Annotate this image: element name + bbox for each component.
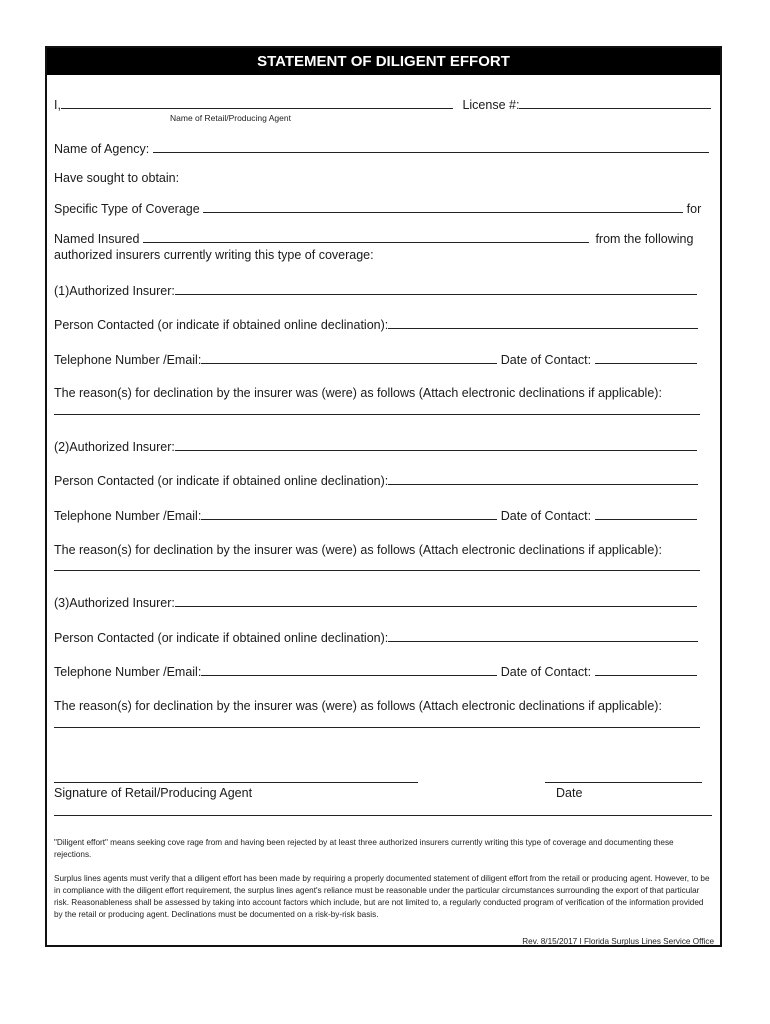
form-title: STATEMENT OF DILIGENT EFFORT bbox=[47, 48, 720, 75]
insurer-2-row bbox=[54, 438, 712, 455]
revision-text: Rev. 8/15/2017 I Florida Surplus Lines Service Office bbox=[522, 937, 714, 946]
insurer-3-date-field[interactable] bbox=[595, 663, 697, 676]
insurer-2-reason-label: The reason(s) for declination by the insurer was (were) as follows (Attach electronic declinations if applicable): bbox=[54, 543, 662, 557]
insurer-1-row bbox=[54, 282, 712, 299]
insurer-3-reason-label: The reason(s) for declination by the insurer was (were) as follows (Attach electronic declinations if applicable): bbox=[54, 699, 662, 713]
license-label: License #: bbox=[462, 98, 520, 112]
insurer-3-reason-field[interactable] bbox=[54, 727, 700, 728]
sought-label: Have sought to obtain: bbox=[54, 171, 180, 185]
insurer-3-date-label: Date of Contact: bbox=[500, 665, 592, 679]
insurer-2-field[interactable] bbox=[175, 438, 697, 451]
coverage-label: Specific Type of Coverage bbox=[54, 202, 200, 216]
insurer-1-reason-label: The reason(s) for declination by the insurer was (were) as follows (Attach electronic declinations if applicable): bbox=[54, 386, 662, 400]
signature-divider bbox=[54, 815, 712, 816]
insurer-2-person-row bbox=[54, 472, 712, 489]
insurer-3-person-field[interactable] bbox=[388, 629, 698, 642]
insurer-2-phone-row bbox=[54, 507, 712, 524]
insurer-3-phone-field[interactable] bbox=[201, 663, 497, 676]
insurer-1-date-field[interactable] bbox=[595, 351, 697, 364]
insurer-2-label: (2)Authorized Insurer: bbox=[54, 440, 175, 454]
coverage-row bbox=[54, 200, 712, 217]
agent-name-field[interactable] bbox=[61, 96, 453, 109]
diligent-effort-form bbox=[45, 46, 722, 947]
insurer-1-field[interactable] bbox=[175, 282, 697, 295]
insurer-1-phone-label: Telephone Number /Email: bbox=[54, 353, 202, 367]
insurer-1-reason-field[interactable] bbox=[54, 414, 700, 415]
insurer-1-phone-field[interactable] bbox=[201, 351, 497, 364]
agency-row bbox=[54, 140, 712, 157]
named-insured-suffix: from the following bbox=[595, 232, 694, 246]
agent-sub-label: Name of Retail/Producing Agent bbox=[170, 113, 291, 123]
insurer-1-date-label: Date of Contact: bbox=[500, 353, 592, 367]
insurer-3-phone-row bbox=[54, 663, 712, 680]
license-number-field[interactable] bbox=[519, 96, 711, 109]
insurer-1-person-label: Person Contacted (or indicate if obtained online declination): bbox=[54, 318, 389, 332]
insurer-3-row bbox=[54, 594, 712, 611]
signature-field[interactable] bbox=[54, 782, 418, 783]
signature-date-label: Date bbox=[556, 786, 583, 800]
definition-text: "Diligent effort" means seeking cove rage from and having been rejected by at least three authorized insurers currently writing this type of coverage and documenting these rejections. bbox=[54, 838, 674, 859]
authorized-text: authorized insurers currently writing this type of coverage: bbox=[54, 248, 374, 262]
signature-label: Signature of Retail/Producing Agent bbox=[54, 786, 253, 800]
agency-label: Name of Agency: bbox=[54, 142, 150, 156]
signature-date-field[interactable] bbox=[545, 782, 702, 783]
insurer-3-label: (3)Authorized Insurer: bbox=[54, 596, 175, 610]
insurer-1-phone-row bbox=[54, 351, 712, 368]
named-insured-field[interactable] bbox=[143, 230, 589, 243]
named-insured-row bbox=[54, 230, 712, 247]
surplus-lines-text: Surplus lines agents must verify that a diligent effort has been made by requiring a properly documented statement of diligent effort from the retail or producing agent. However, to be in compliance with the diligent effort requirement, the surplus lines agent's reliance must be reasonable under the particular circumstances surrounding the export of that particular risk. Reasonableness shall be assessed by taking into account factors which include, but are not limited to, a regularly conducted program of verification of the information provided by the retail or producing agent. Declinations must be documented on a risk-by-risk basis. bbox=[54, 874, 710, 919]
agent-license-row bbox=[54, 96, 712, 113]
insurer-3-reason-row bbox=[54, 698, 712, 714]
coverage-type-field[interactable] bbox=[203, 200, 683, 213]
insurer-1-person-field[interactable] bbox=[388, 316, 698, 329]
named-insured-label: Named Insured bbox=[54, 232, 140, 246]
agent-prefix: I, bbox=[54, 98, 61, 112]
insurer-2-phone-field[interactable] bbox=[201, 507, 497, 520]
insurer-2-reason-field[interactable] bbox=[54, 570, 700, 571]
insurer-2-date-label: Date of Contact: bbox=[500, 509, 592, 523]
insurer-2-reason-row bbox=[54, 542, 712, 558]
authorized-text-row bbox=[54, 247, 712, 263]
insurer-1-reason-row bbox=[54, 385, 712, 401]
signature-date-row bbox=[556, 785, 712, 801]
insurer-2-phone-label: Telephone Number /Email: bbox=[54, 509, 202, 523]
coverage-suffix: for bbox=[686, 202, 702, 216]
insurer-3-field[interactable] bbox=[175, 594, 697, 607]
insurer-2-person-label: Person Contacted (or indicate if obtained online declination): bbox=[54, 474, 389, 488]
insurer-1-label: (1)Authorized Insurer: bbox=[54, 284, 175, 298]
insurer-3-phone-label: Telephone Number /Email: bbox=[54, 665, 202, 679]
insurer-3-person-label: Person Contacted (or indicate if obtained online declination): bbox=[54, 631, 389, 645]
insurer-1-person-row bbox=[54, 316, 712, 333]
agency-name-field[interactable] bbox=[153, 140, 709, 153]
insurer-3-person-row bbox=[54, 629, 712, 646]
sought-row bbox=[54, 170, 712, 186]
insurer-2-date-field[interactable] bbox=[595, 507, 697, 520]
insurer-2-person-field[interactable] bbox=[388, 472, 698, 485]
